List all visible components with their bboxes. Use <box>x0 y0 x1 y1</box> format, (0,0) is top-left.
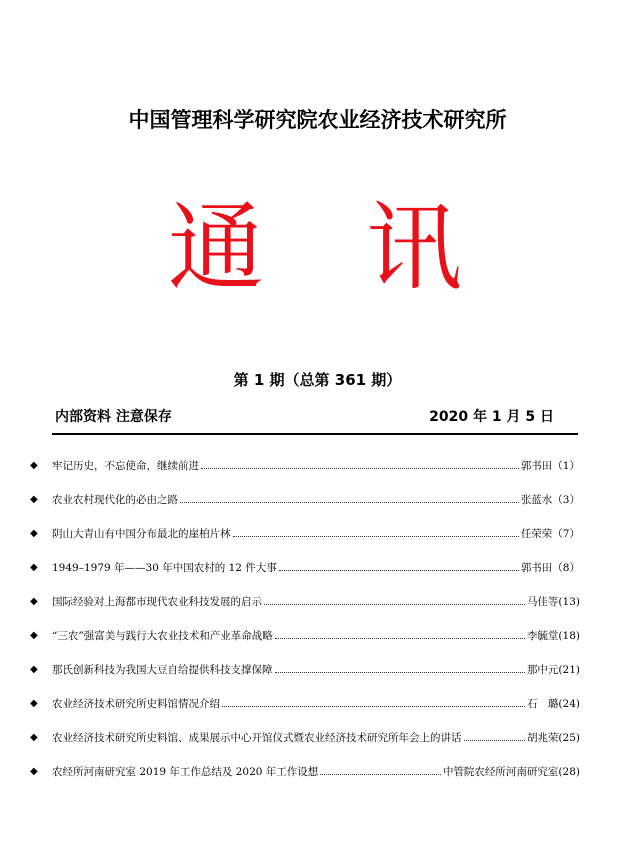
dot-leader <box>279 570 519 571</box>
toc-entry <box>30 694 580 712</box>
toc-author-page: 李毓堂(18) <box>526 629 580 642</box>
diamond-bullet-icon: ◆ <box>30 595 38 607</box>
toc-author-page: 马佳等(13) <box>526 595 580 608</box>
dot-leader <box>275 672 525 673</box>
issue-date: 2020 年 1 月 5 日 <box>429 409 554 425</box>
diamond-bullet-icon: ◆ <box>30 765 38 777</box>
dot-leader <box>201 468 519 469</box>
masthead-char-1: 通 <box>168 192 264 304</box>
dot-leader <box>180 502 519 503</box>
toc-author-page: 郭书田（8） <box>520 561 580 574</box>
diamond-bullet-icon: ◆ <box>30 697 38 709</box>
toc-title: 农经所河南研究室 2019 年工作总结及 2020 年工作设想 <box>52 765 319 778</box>
toc-title: 国际经验对上海都市现代农业科技发展的启示 <box>52 595 262 608</box>
toc-entry <box>30 490 580 508</box>
toc-entry <box>30 592 580 610</box>
dot-leader <box>222 706 525 707</box>
diamond-bullet-icon: ◆ <box>30 493 38 505</box>
toc-entry <box>30 456 580 474</box>
toc-author-page: 那中元(21) <box>526 663 580 676</box>
toc-entry <box>30 660 580 678</box>
toc-entry <box>30 558 580 576</box>
diamond-bullet-icon: ◆ <box>30 629 38 641</box>
toc-title: 牢记历史，不忘使命，继续前进 <box>52 459 199 472</box>
header-divider <box>52 433 578 435</box>
toc-author-page: 中管院农经所河南研究室(28) <box>442 765 580 778</box>
diamond-bullet-icon: ◆ <box>30 731 38 743</box>
toc-author-page: 石 璐(24) <box>526 697 580 710</box>
diamond-bullet-icon: ◆ <box>30 561 38 573</box>
dot-leader <box>464 740 525 741</box>
diamond-bullet-icon: ◆ <box>30 527 38 539</box>
toc-title: 阴山大青山有中国分布最北的崖柏片林 <box>52 527 231 540</box>
diamond-bullet-icon: ◆ <box>30 663 38 675</box>
masthead <box>0 193 635 303</box>
toc-title: “三农”强富美与践行大农业技术和产业革命战略 <box>52 629 273 642</box>
dot-leader <box>320 774 441 775</box>
issue-number: 第 1 期（总第 361 期） <box>233 371 402 389</box>
toc-title: 农业农村现代化的必由之路 <box>52 493 178 506</box>
dot-leader <box>275 638 525 639</box>
toc-title: 农业经济技术研究所史料馆情况介绍 <box>52 697 220 710</box>
toc-author-page: 胡兆荣(25) <box>526 731 580 744</box>
toc-title: 农业经济技术研究所史料馆、成果展示中心开馆仪式暨农业经济技术研究所年会上的讲话 <box>52 731 462 744</box>
toc-title: 那氏创新科技为我国大豆自给提供科技支撑保障 <box>52 663 273 676</box>
toc-author-page: 郭书田（1） <box>520 459 580 472</box>
toc-entry <box>30 728 580 746</box>
masthead-char-2: 讯 <box>366 192 462 304</box>
institute-name: 中国管理科学研究院农业经济技术研究所 <box>128 108 507 132</box>
toc-entry <box>30 762 580 780</box>
toc-author-page: 张蓝水（3） <box>520 493 580 506</box>
dot-leader <box>264 604 525 605</box>
toc-entry <box>30 626 580 644</box>
confidential-note: 内部资料 注意保存 <box>55 409 172 425</box>
toc-title: 1949–1979 年——30 年中国农村的 12 件大事 <box>52 561 277 574</box>
toc-author-page: 任荣荣（7） <box>520 527 580 540</box>
toc-entry <box>30 524 580 542</box>
diamond-bullet-icon: ◆ <box>30 459 38 471</box>
dot-leader <box>233 536 519 537</box>
